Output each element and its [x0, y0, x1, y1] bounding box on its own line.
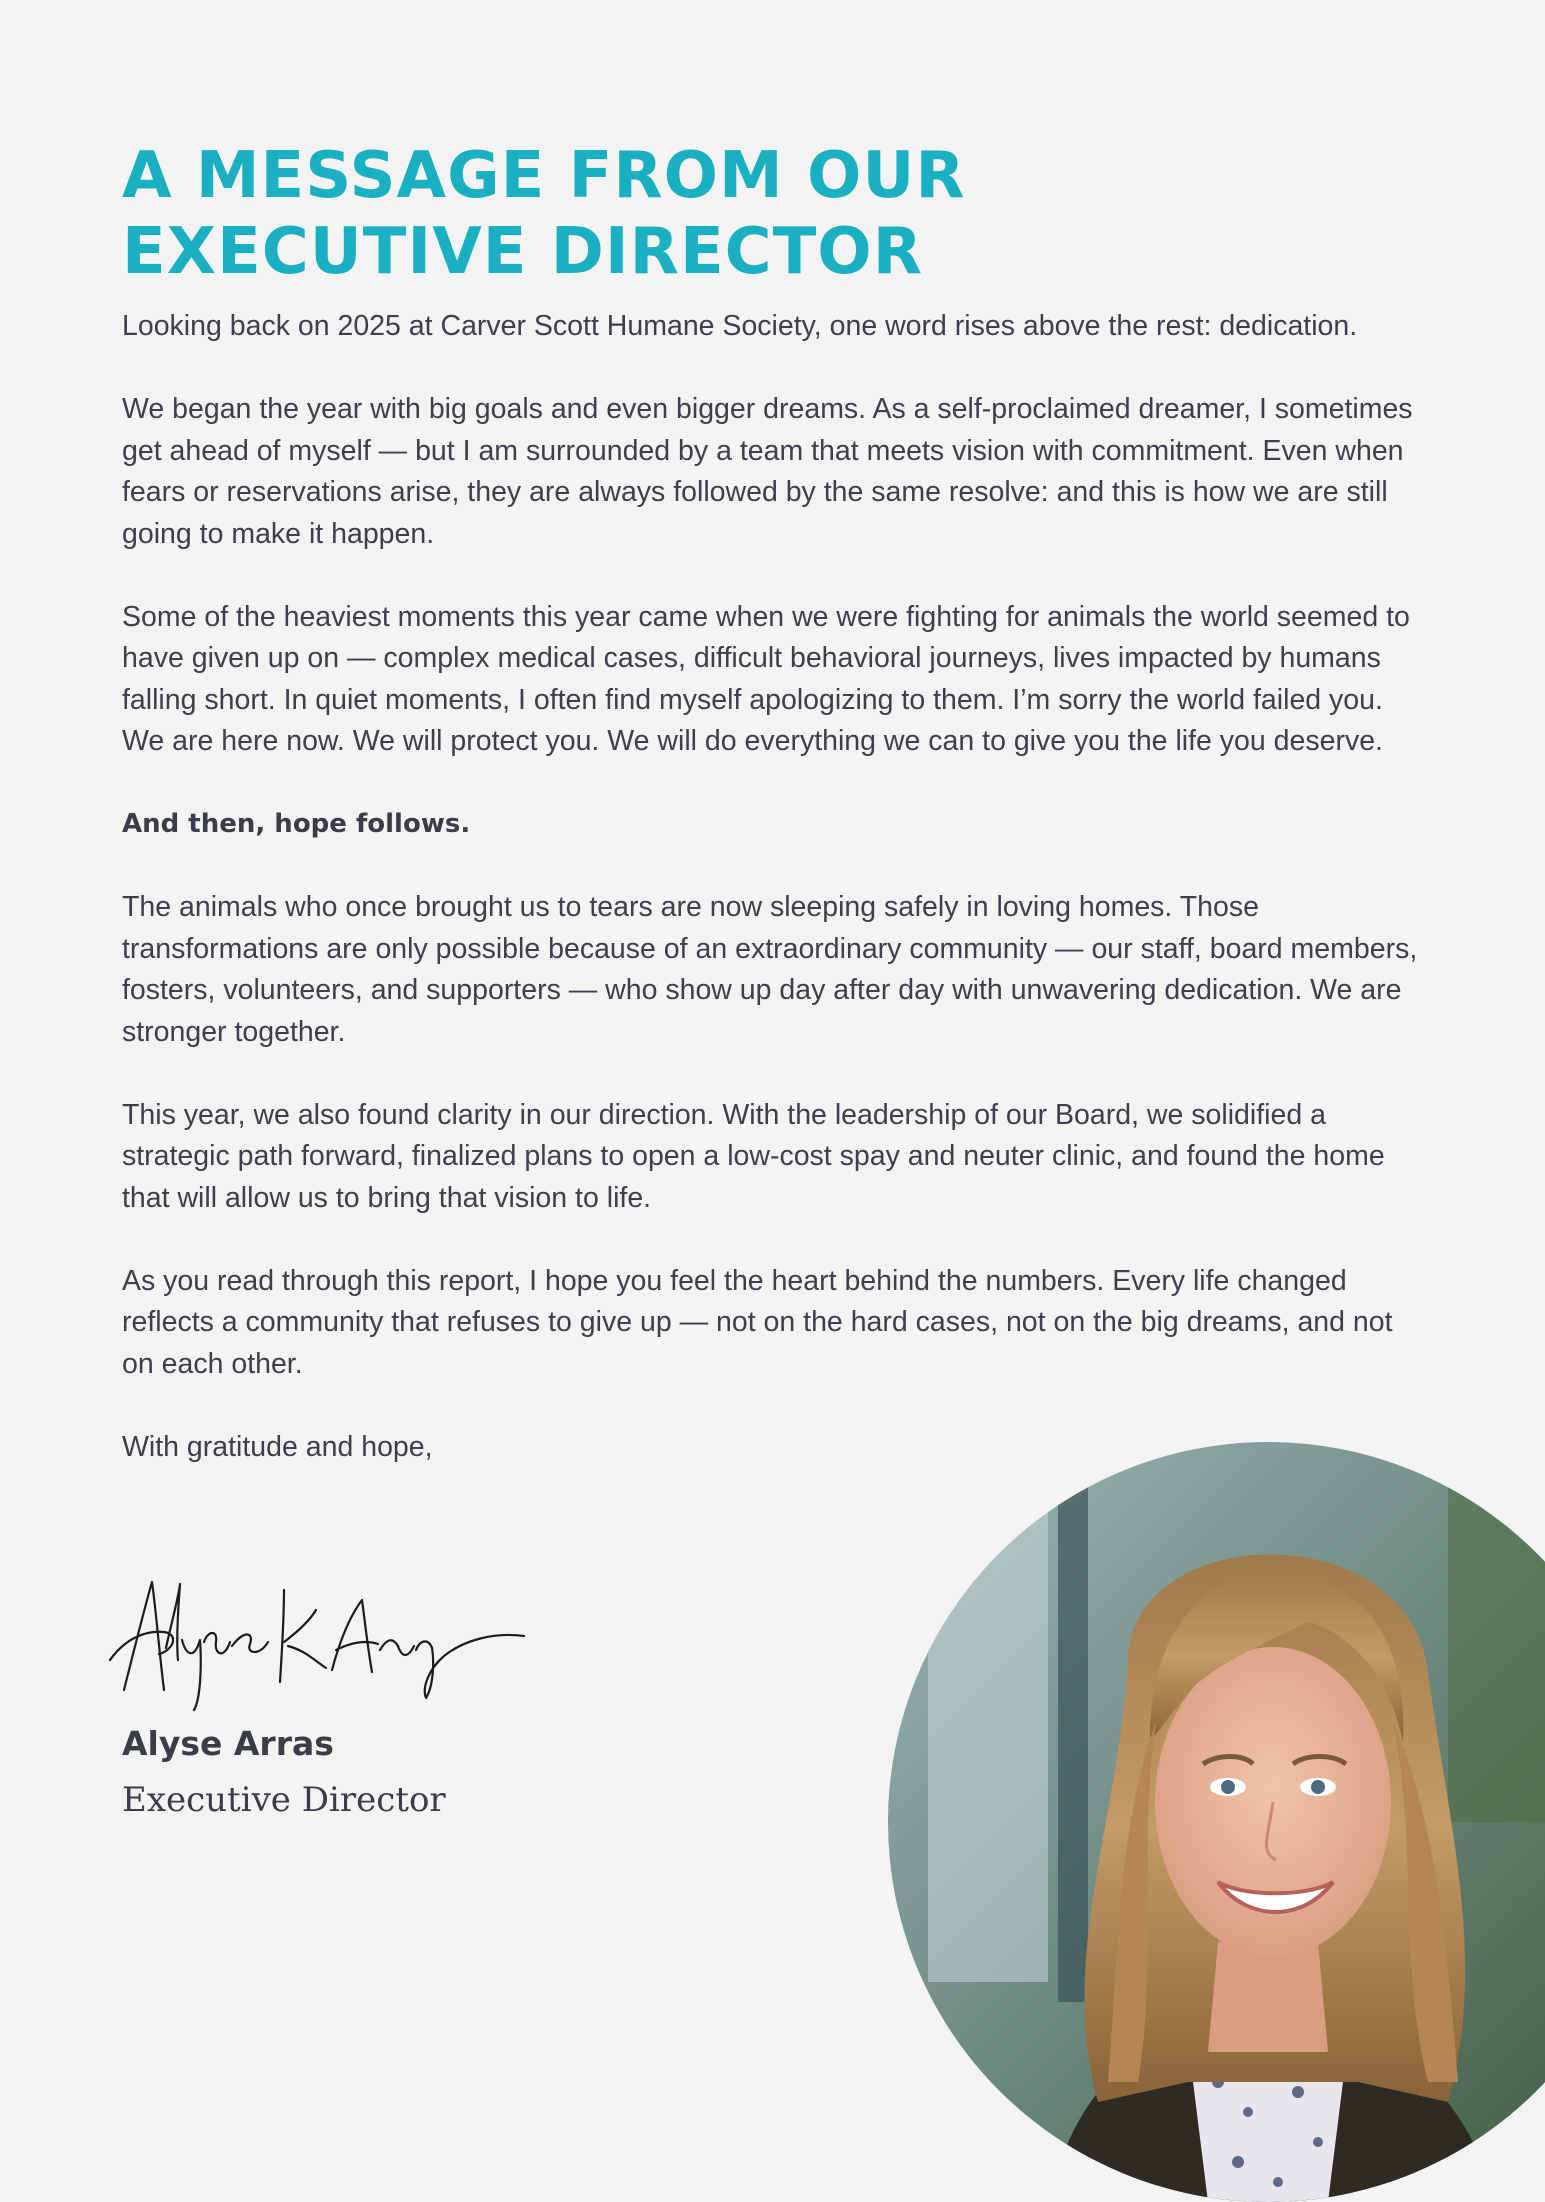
- title-line-2: EXECUTIVE DIRECTOR: [122, 215, 923, 289]
- signer-name: Alyse Arras: [122, 1724, 334, 1763]
- paragraph-goals: We began the year with big goals and even bigger dreams. As a self-proclaimed dreamer, I sometimes get ahead of myself — but I am surrounded by a team that meets vision with commitment. Even when fears or reservations arise, they are always followed by the same resolve: and this is how we are still going to make it happen.: [122, 393, 1413, 550]
- page-title: [122, 138, 1122, 290]
- paragraph-community: The animals who once brought us to tears are now sleeping safely in loving homes. Those transformations are only possible because of an extraordinary community — our staff, board members, fosters, volunteers, and supporters — who show up day after day with unwavering dedication. We are stronger together.: [122, 891, 1418, 1048]
- paragraph-hope-follows: And then, hope follows.: [122, 809, 471, 839]
- paragraph-report: As you read through this report, I hope you feel the heart behind the numbers. Every life changed reflects a community that refuses to give up — not on the hard cases, not on the big dreams, and not on each other.: [122, 1264, 1393, 1380]
- paragraph-intro: Looking back on 2025 at Carver Scott Humane Society, one word rises above the rest: dedication.: [122, 310, 1358, 342]
- closing-line: With gratitude and hope,: [122, 1430, 433, 1463]
- handwritten-signature: [104, 1570, 544, 1720]
- paragraph-direction: This year, we also found clarity in our direction. With the leadership of our Board, we solidified a strategic path forward, finalized plans to open a low-cost spay and neuter clinic, and found the home that will allow us to bring that vision to life.: [122, 1098, 1385, 1214]
- signer-role: Executive Director: [122, 1780, 446, 1820]
- director-portrait-photo: [888, 1442, 1545, 2202]
- letter-body: [122, 306, 1422, 1510]
- paragraph-heaviest-moments: Some of the heaviest moments this year came when we were fighting for animals the world seemed to have given up on — complex medical cases, difficult behavioral journeys, lives impacted by humans falling short. In quiet moments, I often find myself apologizing to them. I’m sorry the world failed you. We are here now. We will protect you. We will do everything we can to give you the life you deserve.: [122, 600, 1410, 757]
- title-line-1: A MESSAGE FROM OUR: [122, 139, 966, 213]
